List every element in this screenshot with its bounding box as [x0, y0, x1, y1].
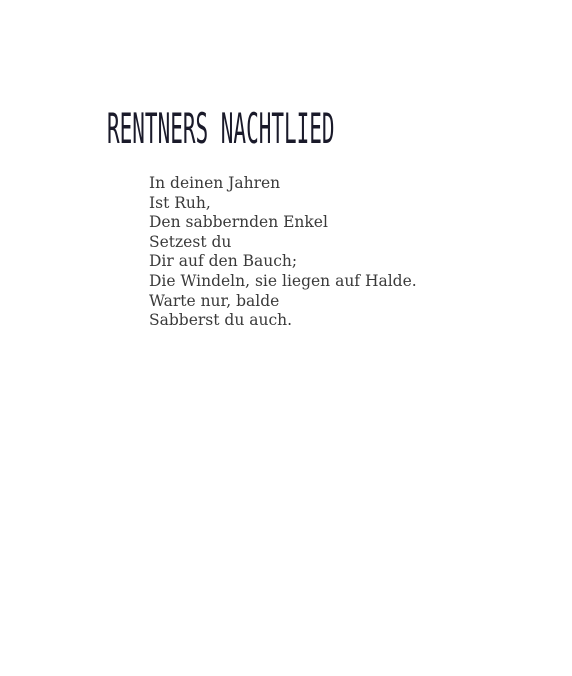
poem-line: Ist Ruh, — [149, 193, 211, 212]
poem-line: Den sabbernden Enkel — [149, 213, 328, 232]
poem-line: Die Windeln, sie liegen auf Halde. — [149, 271, 417, 290]
poem-line: In deinen Jahren — [149, 174, 281, 192]
poem-line: Sabberst du auch. — [149, 311, 293, 330]
poem-line: Warte nur, balde — [149, 291, 280, 310]
poem-line: Dir auf den Bauch; — [149, 252, 298, 271]
poem-body — [149, 174, 417, 331]
poem-title: RENTNERS NACHTLIED — [107, 104, 335, 153]
poem-line: Setzest du — [149, 232, 232, 251]
